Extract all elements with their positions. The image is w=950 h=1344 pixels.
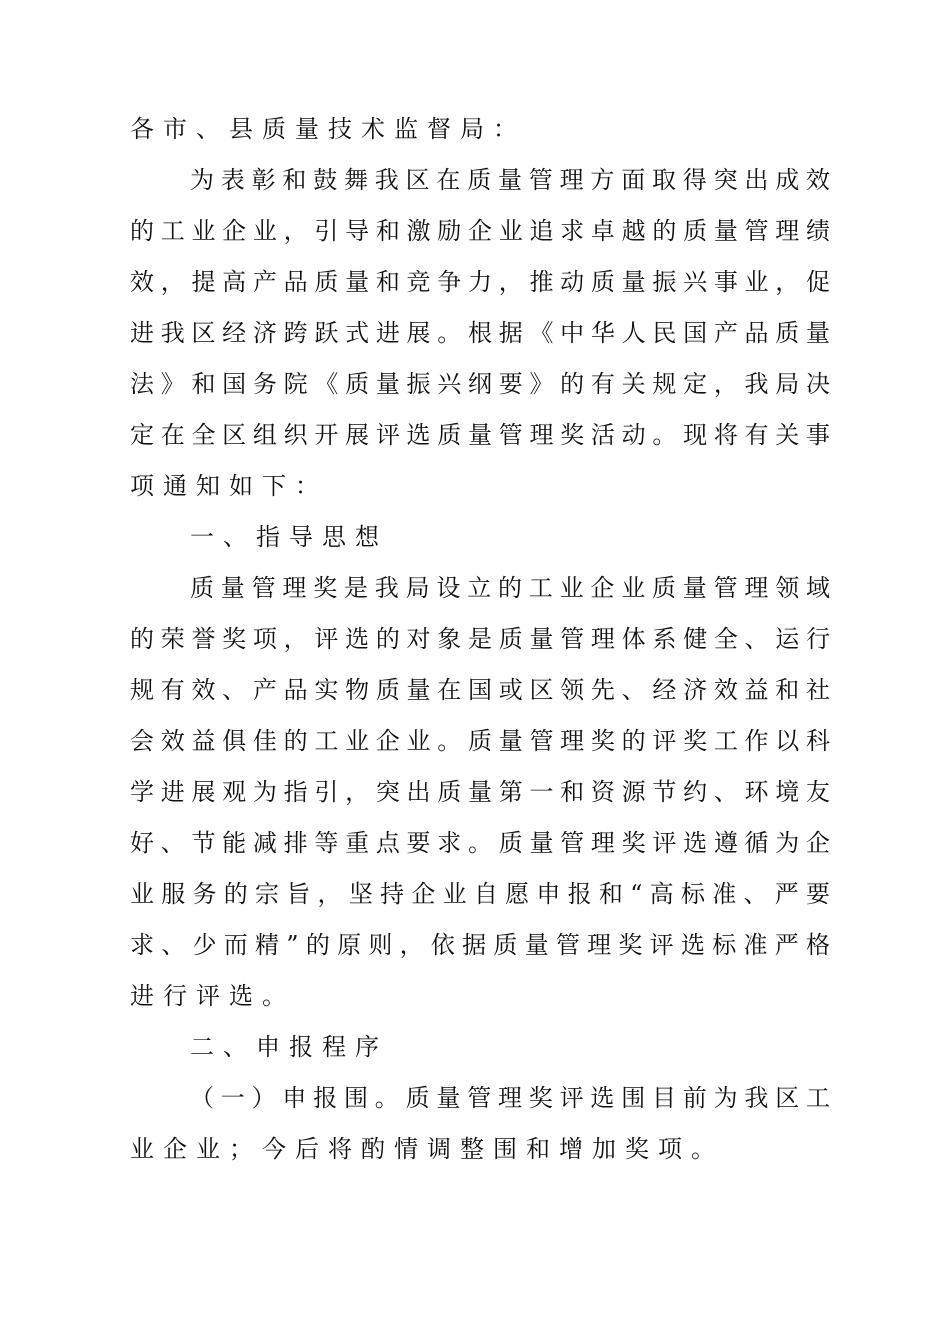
- paragraph-line: 求、少而精”的原则，依据质量管理奖评选标准严格: [130, 931, 830, 959]
- paragraph-line: 效，提高产品质量和竞争力，推动质量振兴事业，促: [130, 268, 830, 296]
- document-body: [130, 104, 830, 1175]
- paragraph-line: 业企业；今后将酌情调整围和增加奖项。: [130, 1135, 724, 1163]
- section-heading: 一、指导思想: [190, 523, 388, 551]
- paragraph-line: 的工业企业，引导和激励企业追求卓越的质量管理绩: [130, 217, 830, 245]
- paragraph-line: 的荣誉奖项，评选的对象是质量管理体系健全、运行: [130, 625, 830, 653]
- paragraph-line: 项通知如下：: [130, 472, 328, 500]
- paragraph-line: 进我区经济跨跃式进展。根据《中华人民国产品质量: [130, 319, 830, 347]
- paragraph-line: 法》和国务院《质量振兴纲要》的有关规定，我局决: [130, 370, 830, 398]
- paragraph-line: 为表彰和鼓舞我区在质量管理方面取得突出成效: [190, 166, 830, 194]
- paragraph-line: 定在全区组织开展评选质量管理奖活动。现将有关事: [130, 421, 830, 449]
- paragraph-line: 规有效、产品实物质量在国或区领先、经济效益和社: [130, 676, 830, 704]
- paragraph-line: 质量管理奖是我局设立的工业企业质量管理领域: [190, 574, 830, 602]
- paragraph-line: 会效益俱佳的工业企业。质量管理奖的评奖工作以科: [130, 727, 830, 755]
- paragraph-line: 学进展观为指引，突出质量第一和资源节约、环境友: [130, 778, 830, 806]
- salutation-line: 各市、县质量技术监督局：: [130, 115, 526, 143]
- paragraph-line: 进行评选。: [130, 982, 295, 1010]
- paragraph-line: （一）申报围。质量管理奖评选围目前为我区工: [190, 1084, 830, 1112]
- section-heading: 二、申报程序: [190, 1033, 388, 1061]
- paragraph-line: 好、节能减排等重点要求。质量管理奖评选遵循为企: [130, 829, 830, 857]
- paragraph-line: 业服务的宗旨，坚持企业自愿申报和“高标准、严要: [130, 880, 830, 908]
